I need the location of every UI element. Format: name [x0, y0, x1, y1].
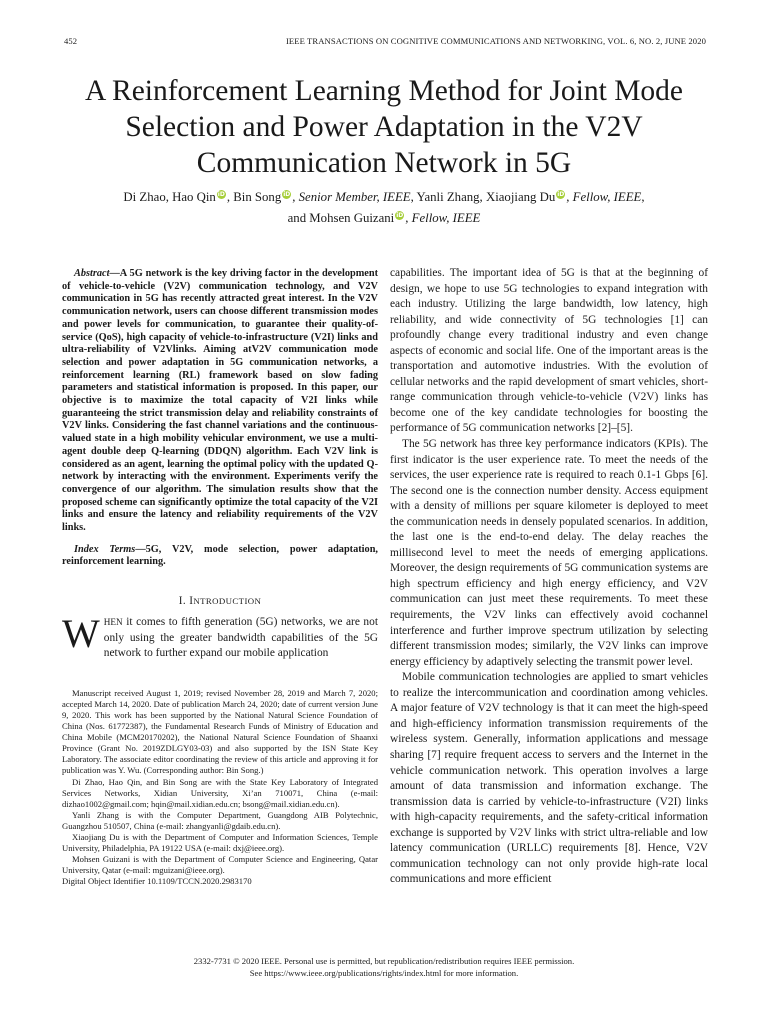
- author-names-2: , Bin Song: [226, 190, 282, 204]
- section-numeral: I. I: [178, 595, 194, 608]
- abstract: [62, 268, 378, 535]
- author-sep: ,: [292, 190, 299, 204]
- author-names-1: Di Zhao, Hao Qin: [123, 190, 216, 204]
- orcid-icon[interactable]: iD: [217, 191, 225, 198]
- author-sep: ,: [405, 210, 412, 225]
- section-heading: [62, 595, 378, 607]
- body-paragraph: capabilities. The important idea of 5G is that at the beginning of design, we hope to use 5G technologies to expand integration with each industry. Utilizing the large bandwidth, low latency, high reliability, and wide connectivity of 5G technologies [1] can profoundly change every traditional industry and even change aspects of economic and social life. One of the important areas is the transportation and automotive industries. With the evolution of cellular networks and the rapid development of smart vehicles, short-range communication through vehicle-to-vehicle (V2V) links has become one of the key candidate technologies for boosting the performance of 5G communication networks [2]–[5].: [390, 267, 708, 435]
- abstract-label: Abstract: [74, 268, 110, 279]
- running-header: IEEE TRANSACTIONS ON COGNITIVE COMMUNICATIONS AND NETWORKING, VOL. 6, NO. 2, JUNE 2020: [285, 36, 706, 46]
- intro-smallcaps: HEN: [103, 617, 123, 628]
- footnote-affiliation: Xiaojiang Du is with the Department of Computer and Information Sciences, Temple University, Philadelphia, PA 19122 USA (e-mail: dxj@ieee.org).: [62, 832, 378, 854]
- index-terms-text: —5G, V2V, mode selection, power adaptation, reinforcement learning.: [62, 543, 378, 568]
- intro-text: it comes to fifth generation (5G) networks, we are not only using the greater bandwidth capabilities of the 5G network to further expand our mobile application: [103, 616, 378, 660]
- index-terms: [62, 544, 378, 569]
- rights-link-line: See https://www.ieee.org/publications/rights/index.html for more information.: [249, 968, 519, 978]
- body-paragraph: The 5G network has three key performance indicators (KPIs). The first indicator is the user experience rate. To meet the needs of the services, the user experience rate is required to reach 0.1-1 Gbps [6]. The second one is the connection number density. Access equipment with a density of millions per square kilometer is deployed to meet the communication needs in densely populated scenarios. In addition, the last one is the end-to-end delay. The delay reaches the millisecond level to meet the needs of emerging applications. Moreover, the design requirements of 5G communication systems are high spectrum efficiency and high energy efficiency, and V2V communication can just meet these requirements. To meet these requirements, the V2V links can effectively avoid cochannel interference and further improve spectrum utilization by selecting different transmission modes; similarly, the V2V links can improve energy efficiency by adaptively selecting the transmit power level.: [390, 438, 708, 668]
- orcid-icon[interactable]: iD: [283, 191, 291, 198]
- section-name: NTRODUCTION: [193, 596, 262, 607]
- author-list: [60, 187, 708, 228]
- page-number: 452: [64, 36, 78, 46]
- orcid-icon[interactable]: iD: [396, 211, 404, 219]
- footnote-doi: Digital Object Identifier 10.1109/TCCN.2020.2983170: [62, 876, 252, 887]
- author-role: Fellow, IEEE: [572, 190, 642, 204]
- footnote-manuscript: Manuscript received August 1, 2019; revised November 28, 2019 and March 7, 2020; accepted March 14, 2020. Date of publication March 24, 2020; date of current version June 9, 2020. This work has been supported by the National Natural Science Foundation of China (Nos. 61772387), the Fundamental Research Funds of Ministry of Education and China Mobile (MCM20170202), the National Natural Science Foundation of Shaanxi Province (Grant No. 2019ZDLGY03-03) and also supported by the ISN State Key Laboratory. The associate editor coordinating the review of this article and approving it for publication was Y. Wu. (Corresponding author: Bin Song.): [62, 687, 378, 776]
- author-names-3: , Yanli Zhang, Xiaojiang Du: [410, 190, 556, 204]
- author-sep: ,: [641, 190, 645, 204]
- intro-paragraph: [62, 611, 378, 662]
- footnote-affiliation: Mohsen Guizani is with the Department of Computer Science and Engineering, Qatar University, Qatar (e-mail: mguizani@ieee.org).: [62, 854, 378, 876]
- copyright-footer: [0, 955, 768, 979]
- abstract-text: —A 5G network is the key driving factor in the development of vehicle-to-vehicle (V2V) communication technology, and V2V communication in 5G has recently attracted great interest. In the V2V communication network, users can choose different transmission modes and power levels for communication, to guarantee their quality-of-service (QoS), high capacity of vehicle-to-infrastructure (V2I) links and ultra-reliability of V2Vlinks. Aiming atV2V communication mode selection and power adaptation in 5G communication networks, a reinforcement learning (RL) framework based on slow fading parameters and statistical information is proposed. In this paper, our objective is to maximize the total capacity of V2I links while guaranteeing the strict transmission delay and reliability constraints of V2V links. Considering the fast channel variations and the continuous-valued state in a high mobility vehicular environment, we use a multi-agent double deep Q-learning (DDQN) algorithm. Each V2V link is considered as an agent, learning the optimal policy with the updated Q-network by interacting with the environment. Experiments verify the convergence of our algorithm. The simulation results show that the proposed scheme can significantly optimize the total capacity of the V2I links and ensure the latency and reliability requirements of the V2V links.: [62, 268, 378, 534]
- paper-title: A Reinforcement Learning Method for Joint Mode Selection and Power Adaptation in the V2V Communication Network in 5G: [84, 75, 684, 179]
- footnotes: [62, 688, 378, 888]
- author-role: Senior Member, IEEE: [298, 190, 411, 204]
- author-role: Fellow, IEEE: [411, 210, 481, 225]
- author-names-4: and Mohsen Guizani: [287, 210, 395, 225]
- orcid-icon[interactable]: iD: [557, 191, 565, 198]
- copyright-line: 2332-7731 © 2020 IEEE. Personal use is permitted, but republication/redistribution requires IEEE permission.: [193, 956, 575, 966]
- drop-cap: W: [62, 611, 100, 657]
- body-paragraph: Mobile communication technologies are applied to smart vehicles to realize the intercommunication and coordination among vehicles. A major feature of V2V technology is that it can meet the high-speed and high-efficiency information transmission requirements of the wireless system. Generally, information applications and message sharing [7] require frequent access to servers and the Internet in the vehicle communication network. This operation involves a large amount of data transmission and information exchange. The transmission data is carried by vehicle-to-infrastructure (V2I) links with high-capacity requirements, and the safety-critical information exchange is supported by V2V links with strict ultra-reliable and low latency communication (URLLC) requirements [8]. Hence, V2V communication technology can not only provide high-rate local communications and more efficient: [390, 671, 708, 886]
- left-column: [62, 268, 378, 888]
- right-column: [390, 266, 708, 888]
- footnote-affiliation: Di Zhao, Hao Qin, and Bin Song are with the State Key Laboratory of Integrated Services Networks, Xidian University, Xi’an 710071, China (e-mail: dizhao1002@gmail.com; hqin@mail.xidian.edu.cn; bsong@mail.xidian.edu.cn).: [62, 776, 378, 809]
- index-terms-label: Index Terms: [74, 543, 136, 555]
- author-sep: ,: [566, 190, 573, 204]
- footnote-affiliation: Yanli Zhang is with the Computer Department, Guangdong AIB Polytechnic, Guangzhou 510507, China (e-mail: zhangyanli@gdaib.edu.cn).: [62, 809, 378, 831]
